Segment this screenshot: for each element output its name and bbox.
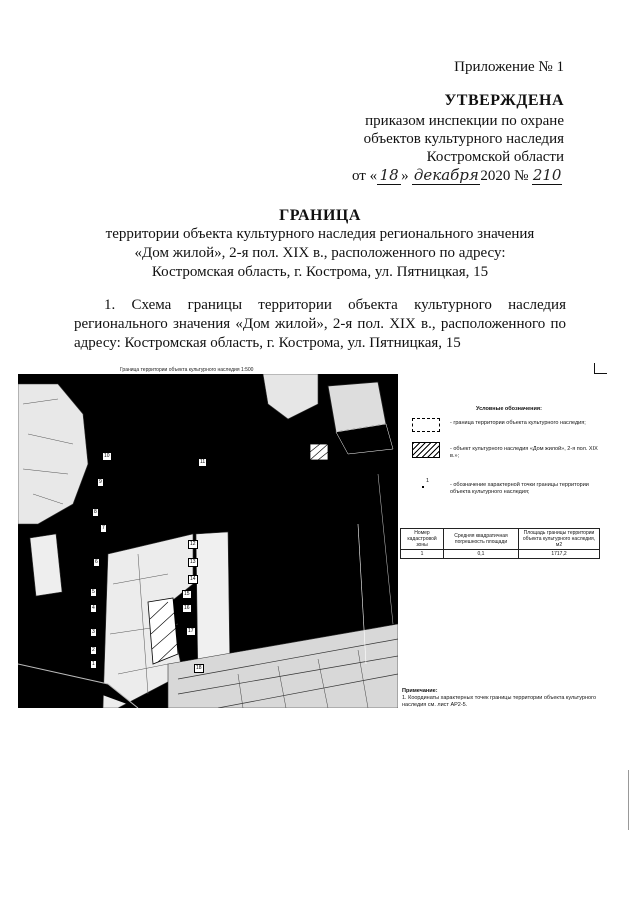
order-number: 210	[532, 166, 562, 184]
title-main: ГРАНИЦА	[279, 207, 361, 224]
table-header-zone: Номер кадастровой зоны	[401, 529, 444, 550]
point-label-4: 4	[92, 605, 95, 611]
scheme-paragraph: 1. Схема границы территории объекта культурного наследия регионального значения «Дом жилой», 2-я пол. XIX в., расположенного по адресу: Костромская область, г. Кострома, ул. Пятницкая, 15	[74, 297, 566, 351]
point-marker-icon	[422, 486, 424, 488]
point-label-16: 16	[184, 605, 190, 611]
date-month: декабря	[413, 166, 479, 184]
table-cell-zone: 1	[401, 550, 444, 559]
point-label-11: 11	[200, 459, 206, 465]
boundary-symbol-icon	[412, 418, 440, 432]
table-row	[401, 550, 600, 559]
legend-heading: Условные обозначения:	[476, 406, 542, 412]
approval-line-2: объектов культурного наследия	[363, 131, 564, 147]
legend-item-2: - объект культурного наследия «Дом жилой», 2-я пол. XIX в.»;	[450, 446, 598, 459]
date-year: 2020 №	[480, 168, 529, 184]
note-heading: Примечание:	[402, 688, 438, 694]
boundary-map	[18, 374, 398, 708]
approved-label: УТВЕРЖДЕНА	[444, 92, 564, 109]
scan-edge-mark	[628, 770, 629, 830]
approval-line-1: приказом инспекции по охране	[365, 113, 564, 129]
point-label-18: 18	[196, 665, 202, 671]
table-header-error: Средняя квадратичная погрешность площади	[444, 529, 519, 550]
table-cell-area: 1717,2	[519, 550, 600, 559]
point-label-12: 12	[190, 541, 196, 547]
title-line-1: территории объекта культурного наследия регионального значения	[105, 226, 535, 242]
approval-date-line	[352, 166, 562, 185]
corner-mark	[594, 363, 607, 374]
point-label-5: 5	[92, 589, 95, 595]
legend-item-3: - обозначение характерной точки границы территории объекта культурного наследия;	[450, 482, 589, 495]
table-cell-error: 0,1	[444, 550, 519, 559]
point-label-14: 14	[190, 576, 196, 582]
point-label-1: 1	[92, 661, 95, 667]
point-marker-label: 1	[426, 478, 430, 484]
point-label-10: 10	[104, 453, 110, 459]
map-drawing	[18, 374, 398, 708]
appendix-label: Приложение № 1	[454, 59, 564, 75]
table-header-area: Площадь границы территории объекта культурного наследия, м2	[519, 529, 600, 550]
map-caption: Граница территории объекта культурного наследия 1:500	[120, 367, 254, 373]
point-label-8: 8	[94, 509, 97, 515]
point-label-3: 3	[92, 629, 95, 635]
point-label-9: 9	[99, 479, 102, 485]
map-note	[402, 688, 598, 709]
point-label-2: 2	[92, 647, 95, 653]
point-label-17: 17	[188, 628, 194, 634]
point-label-13: 13	[190, 559, 196, 565]
point-label-6: 6	[95, 559, 98, 565]
title-line-3: Костромская область, г. Кострома, ул. Пятницкая, 15	[151, 264, 489, 280]
map-legend	[402, 406, 600, 510]
date-mid: »	[401, 168, 409, 184]
heritage-object-hatch-icon	[412, 442, 440, 458]
legend-item-1: - граница территории объекта культурного наследия;	[450, 420, 586, 426]
title-line-2: «Дом жилой», 2-я пол. XIX в., расположенного по адресу:	[134, 245, 506, 261]
document-title	[60, 206, 580, 282]
point-label-15: 15	[184, 591, 190, 597]
point-label-7: 7	[102, 525, 105, 531]
approval-line-3: Костромской области	[426, 149, 564, 165]
date-day: 18	[377, 166, 401, 185]
date-prefix: от «	[352, 168, 378, 184]
note-text: 1. Координаты характерных точек границы территории объекта культурного наследия см. лист АР2-5.	[402, 695, 597, 708]
area-table	[400, 528, 600, 559]
